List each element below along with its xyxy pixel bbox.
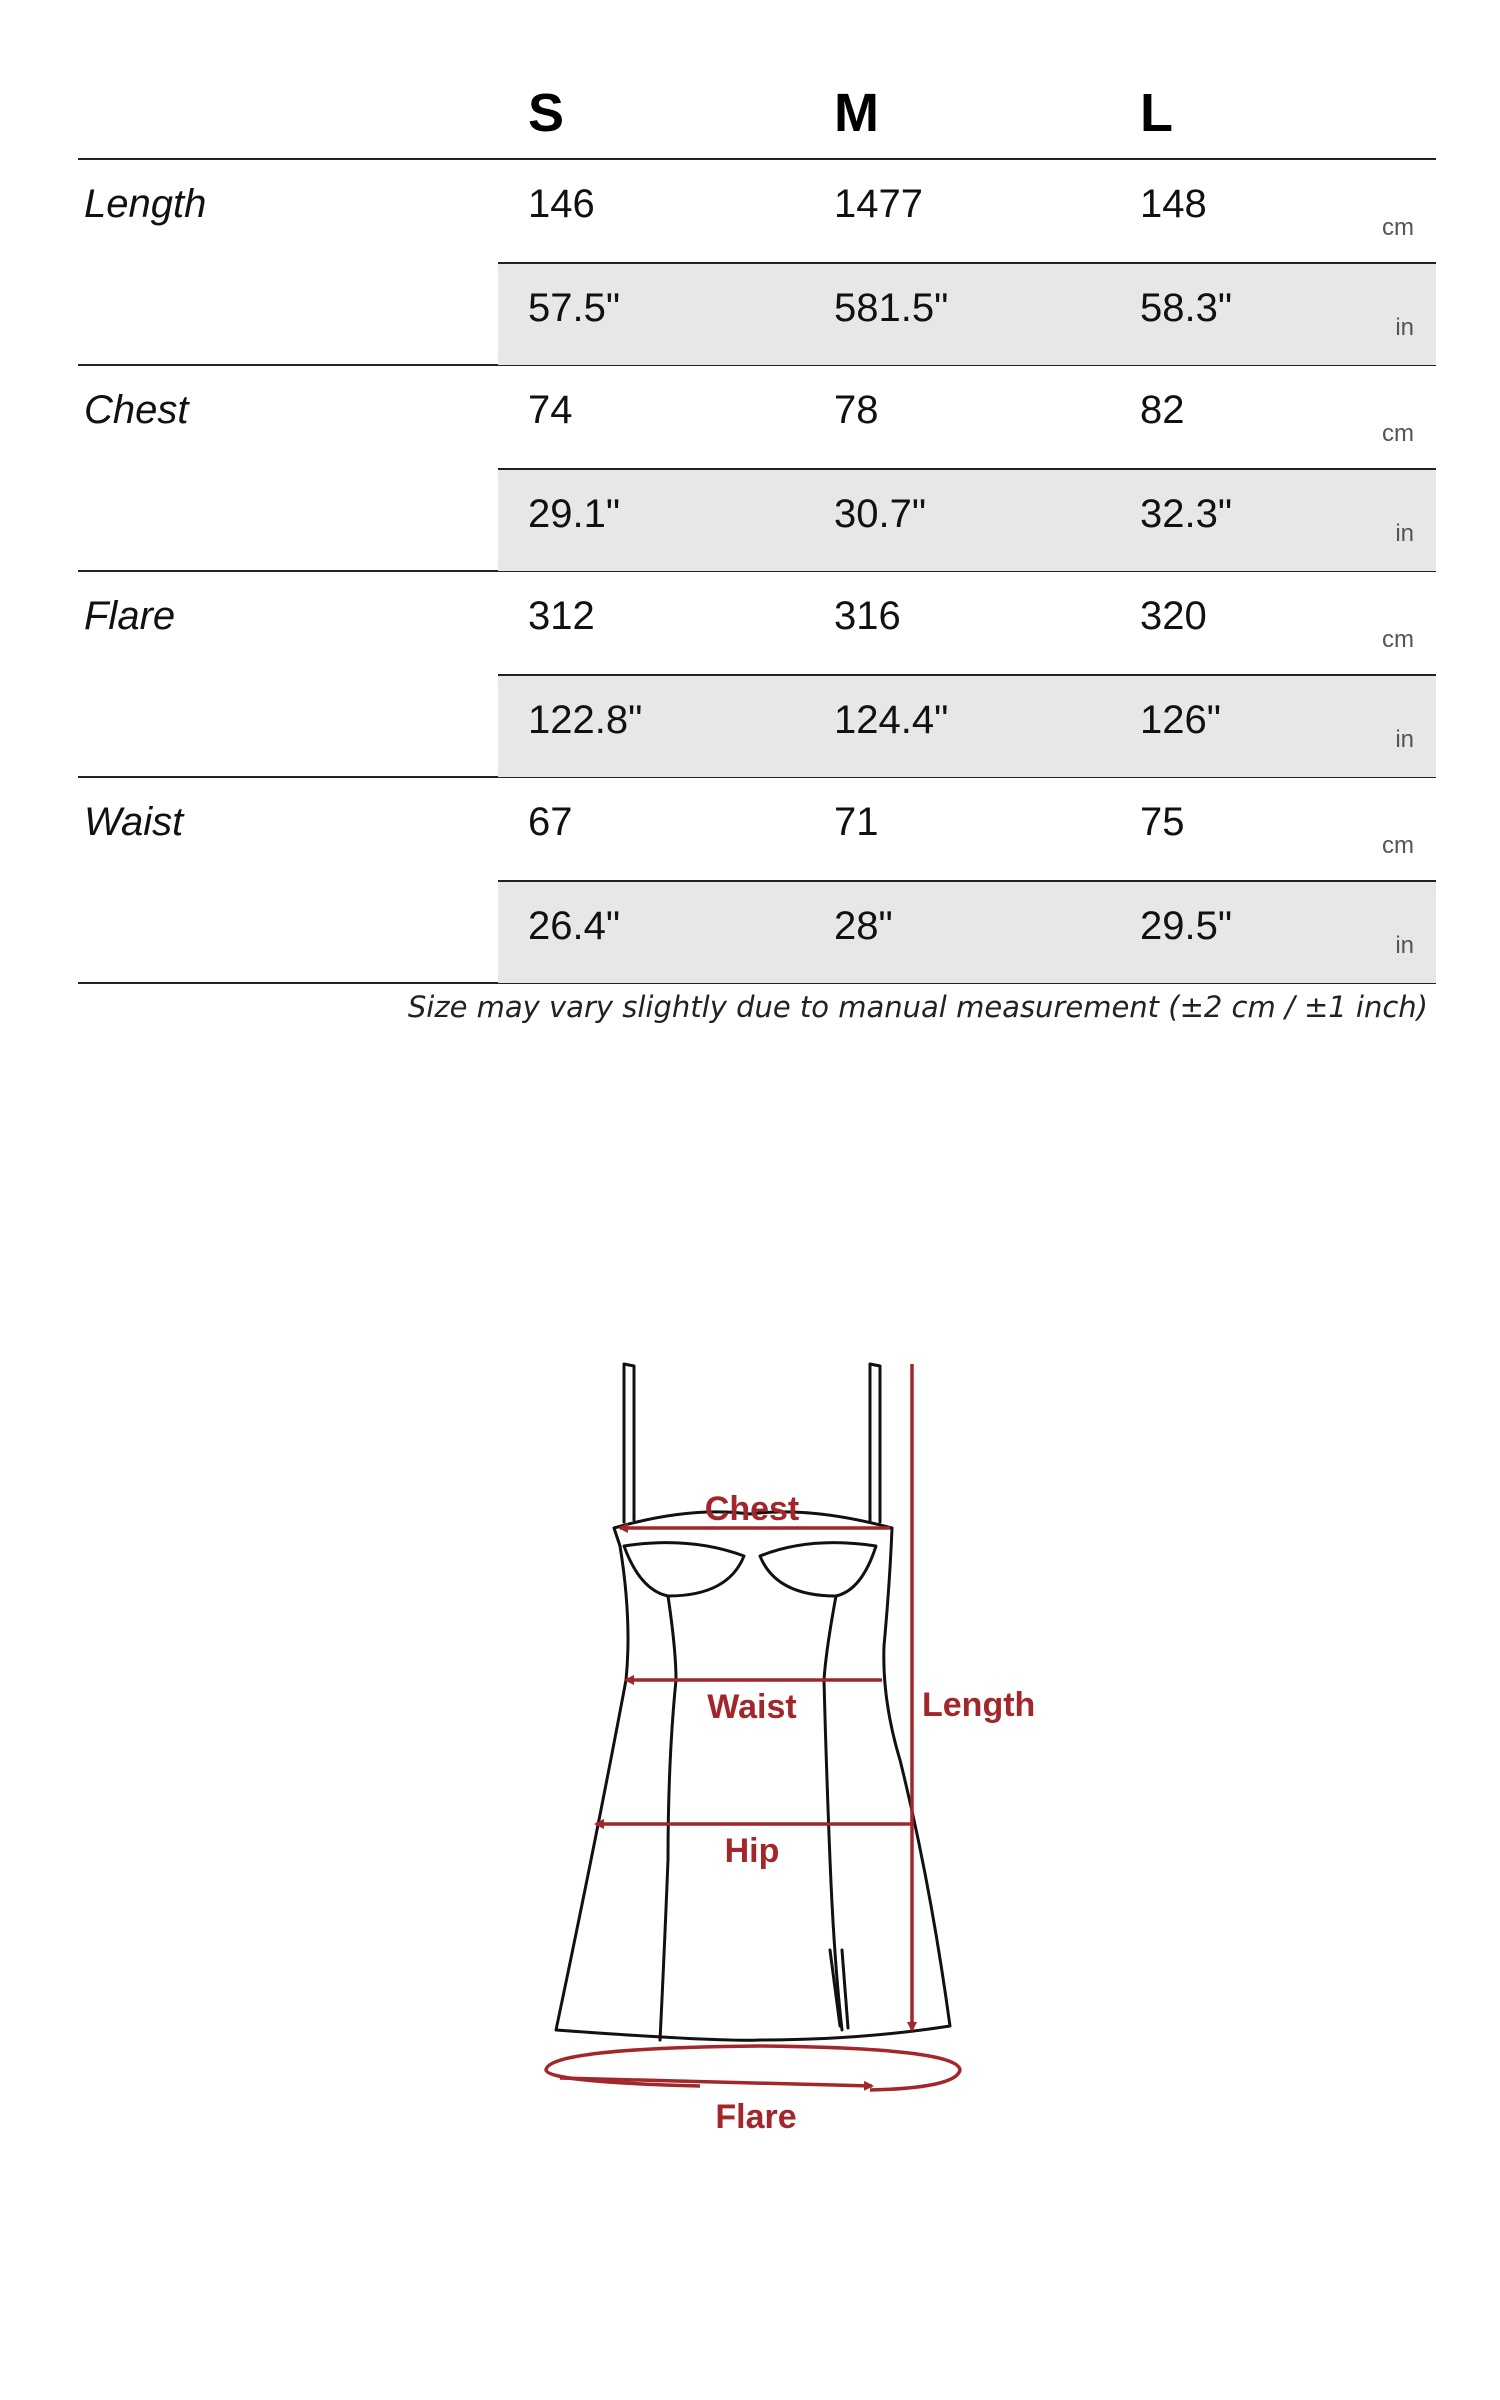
left-cup: [624, 1543, 744, 1596]
measurement-guides: [546, 1364, 960, 2090]
size-header-s: S: [528, 83, 565, 143]
cm-value-l: 320: [1140, 594, 1207, 638]
cm-value-l: 82: [1140, 388, 1185, 432]
right-strap: [870, 1364, 880, 1522]
cm-value-s: 312: [528, 594, 595, 638]
in-value-l: 58.3": [1140, 286, 1233, 330]
size-header-m: M: [834, 83, 879, 143]
in-value-m: 28": [834, 904, 893, 948]
measurement-label: Flare: [84, 594, 176, 638]
size-header-l: L: [1140, 83, 1173, 143]
measurement-label: Chest: [84, 388, 189, 432]
in-value-l: 32.3": [1140, 492, 1233, 536]
cm-value-s: 74: [528, 388, 573, 432]
diagram-label-hip: Hip: [724, 1832, 780, 1870]
cm-value-m: 316: [834, 594, 901, 638]
right-cup: [760, 1543, 876, 1596]
unit-cm: cm: [1382, 626, 1414, 653]
in-value-s: 122.8": [528, 698, 643, 742]
diagram-label-length: Length: [922, 1686, 1036, 1724]
unit-cm: cm: [1382, 214, 1414, 241]
diagram-label-waist: Waist: [707, 1688, 797, 1726]
in-value-m: 30.7": [834, 492, 927, 536]
unit-cm: cm: [1382, 420, 1414, 447]
cm-value-l: 148: [1140, 182, 1207, 226]
cm-value-m: 1477: [834, 182, 923, 226]
in-value-l: 126": [1140, 698, 1221, 742]
diagram-label-chest: Chest: [704, 1490, 800, 1528]
in-value-s: 57.5": [528, 286, 621, 330]
in-value-l: 29.5": [1140, 904, 1233, 948]
unit-in: in: [1395, 932, 1414, 959]
left-seam: [660, 1596, 676, 2040]
measurement-label: Waist: [84, 800, 184, 844]
unit-in: in: [1395, 726, 1414, 753]
in-value-s: 29.1": [528, 492, 621, 536]
cm-value-l: 75: [1140, 800, 1185, 844]
dress-body: [556, 1528, 950, 2040]
unit-cm: cm: [1382, 832, 1414, 859]
unit-in: in: [1395, 520, 1414, 547]
measurement-note: Size may vary slightly due to manual measurement (±2 cm / ±1 inch): [407, 990, 1428, 1024]
cm-value-m: 71: [834, 800, 879, 844]
in-value-m: 124.4": [834, 698, 949, 742]
cm-value-s: 146: [528, 182, 595, 226]
left-strap: [624, 1364, 634, 1522]
diagram-label-flare: Flare: [715, 2098, 797, 2136]
measurement-label: Length: [84, 182, 207, 226]
in-value-s: 26.4": [528, 904, 621, 948]
unit-in: in: [1395, 314, 1414, 341]
in-value-m: 581.5": [834, 286, 949, 330]
cm-value-s: 67: [528, 800, 573, 844]
cm-value-m: 78: [834, 388, 879, 432]
